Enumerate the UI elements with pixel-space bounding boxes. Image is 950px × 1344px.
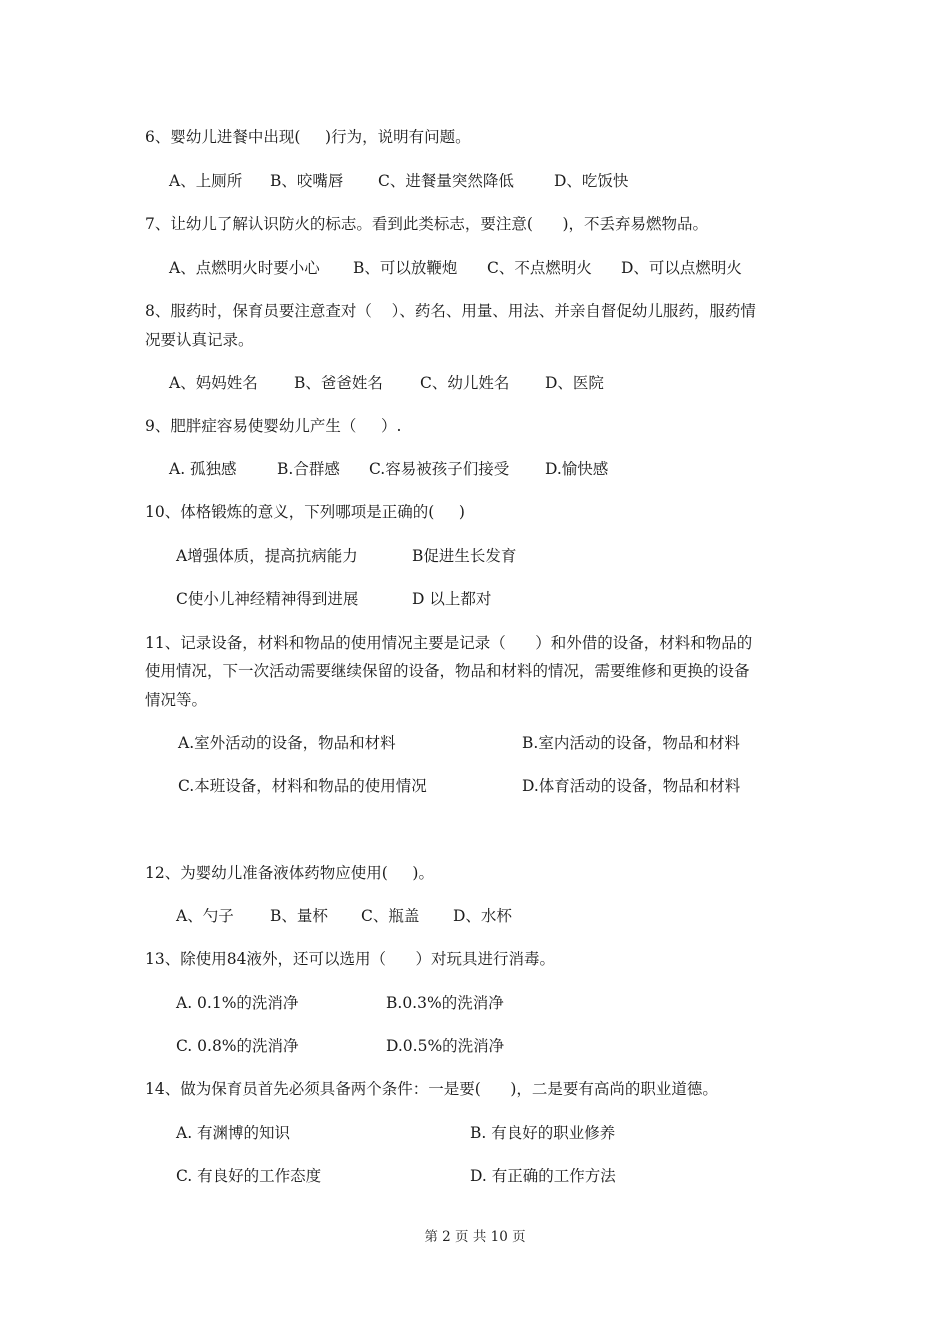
question-11-line2: 使用情况，下一次活动需要继续保留的设备，物品和材料的情况，需要维修和更换的设备: [145, 662, 750, 680]
option-9d: D.愉快感: [545, 460, 609, 478]
option-12a: A、勺子: [176, 907, 234, 925]
option-9b: B.合群感: [277, 460, 340, 478]
question-6: 6、婴幼儿进餐中出现( )行为，说明有问题。: [145, 128, 471, 146]
option-10b: B促进生长发育: [412, 547, 517, 565]
option-11a: A.室外活动的设备，物品和材料: [178, 734, 396, 752]
option-14d: D. 有正确的工作方法: [470, 1167, 616, 1185]
question-12: 12、为婴幼儿准备液体药物应使用( )。: [145, 864, 434, 882]
option-6d: D、吃饭快: [554, 172, 629, 190]
option-13a: A. 0.1%的洗消净: [176, 994, 299, 1012]
question-8-line1: 8、服药时，保育员要注意查对（ ）、药名、用量、用法、并亲自督促幼儿服药，服药情: [145, 302, 756, 320]
option-12b: B、量杯: [270, 907, 328, 925]
option-10c: C使小儿神经精神得到进展: [176, 590, 359, 608]
question-13: 13、除使用84液外，还可以选用（ ）对玩具进行消毒。: [145, 950, 556, 968]
option-7b: B、可以放鞭炮: [353, 259, 458, 277]
option-14a: A. 有渊博的知识: [176, 1124, 291, 1142]
option-6a: A、上厕所: [169, 172, 243, 190]
question-10: 10、体格锻炼的意义，下列哪项是正确的( ): [145, 503, 465, 521]
option-8d: D、医院: [545, 374, 604, 392]
option-6c: C、进餐量突然降低: [378, 172, 514, 190]
option-7c: C、不点燃明火: [487, 259, 592, 277]
option-7a: A、点燃明火时要小心: [169, 259, 320, 277]
option-11c: C.本班设备，材料和物品的使用情况: [178, 777, 427, 795]
option-10a: A增强体质，提高抗病能力: [176, 547, 358, 565]
option-11b: B.室内活动的设备，物品和材料: [522, 734, 740, 752]
option-13d: D.0.5%的洗消净: [386, 1037, 505, 1055]
option-7d: D、可以点燃明火: [621, 259, 742, 277]
question-9: 9、肥胖症容易使婴幼儿产生（ ）.: [145, 417, 402, 435]
question-8-line2: 况要认真记录。: [145, 331, 254, 349]
option-9a: A. 孤独感: [169, 460, 237, 478]
option-10d: D 以上都对: [412, 590, 492, 608]
option-13b: B.0.3%的洗消净: [386, 994, 504, 1012]
question-7: 7、让幼儿了解认识防火的标志。看到此类标志，要注意( )，不丢弃易燃物品。: [145, 215, 709, 233]
option-12c: C、瓶盖: [361, 907, 420, 925]
option-8b: B、爸爸姓名: [294, 374, 383, 392]
option-13c: C. 0.8%的洗消净: [176, 1037, 299, 1055]
option-14c: C. 有良好的工作态度: [176, 1167, 322, 1185]
option-6b: B、咬嘴唇: [270, 172, 344, 190]
question-14: 14、做为保育员首先必须具备两个条件：一是要( )，二是要有高尚的职业道德。: [145, 1080, 718, 1098]
option-11d: D.体育活动的设备，物品和材料: [522, 777, 741, 795]
question-11-line1: 11、记录设备，材料和物品的使用情况主要是记录（ ）和外借的设备，材料和物品的: [145, 634, 753, 652]
option-12d: D、水杯: [453, 907, 512, 925]
option-8a: A、妈妈姓名: [169, 374, 258, 392]
option-8c: C、幼儿姓名: [420, 374, 510, 392]
question-11-line3: 情况等。: [145, 691, 208, 709]
page-number-footer: 第 2 页 共 10 页: [424, 1229, 526, 1245]
option-14b: B. 有良好的职业修养: [470, 1124, 616, 1142]
option-9c: C.容易被孩子们接受: [369, 460, 510, 478]
